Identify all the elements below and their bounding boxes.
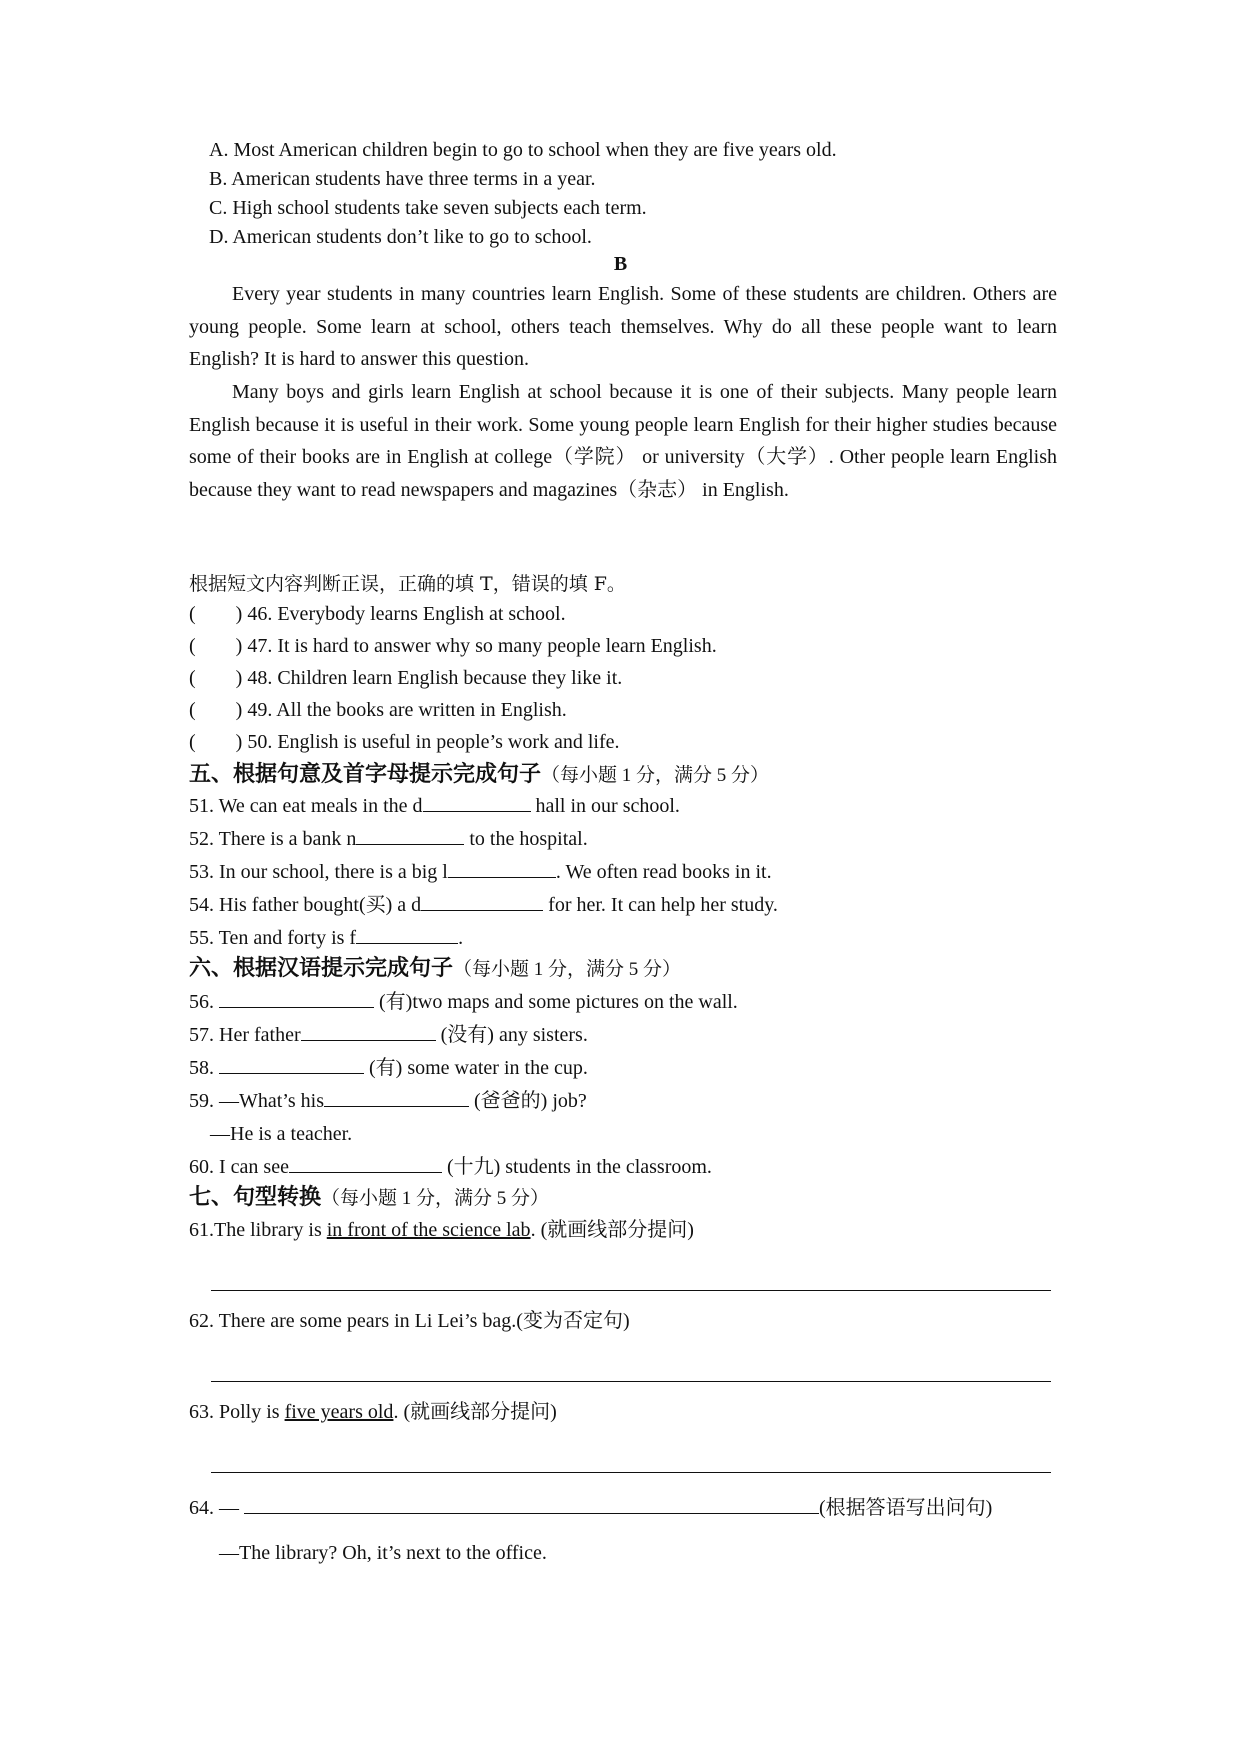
- item-text: (爸爸的) job?: [469, 1090, 587, 1112]
- answer-paren-open: (: [189, 667, 196, 689]
- item-51: [189, 792, 680, 820]
- tf-text: 47. It is hard to answer why so many people learn English.: [247, 635, 717, 657]
- tf-item-48: [189, 664, 622, 692]
- fill-blank[interactable]: [448, 859, 556, 878]
- option-c: C. High school students take seven subjects each term.: [209, 197, 647, 219]
- item-text: . (就画线部分提问): [393, 1401, 557, 1423]
- item-text: (没有) any sisters.: [435, 1024, 588, 1046]
- item-56: [189, 988, 738, 1016]
- item-57: [189, 1021, 588, 1049]
- answer-paren-close: ): [235, 699, 243, 721]
- item-61: [189, 1216, 694, 1244]
- item-text: 52. There is a bank n: [189, 828, 357, 850]
- fill-blank[interactable]: [244, 1495, 819, 1514]
- item-59: [189, 1087, 587, 1115]
- tf-item-49: [189, 696, 567, 724]
- passage-paragraph-1: Every year students in many countries learn English. Some of these students are children. Others are young people. Some learn at school, others teach themselves. Why do all these people want to learn English? It is hard to answer this question.: [189, 283, 1057, 371]
- option-d: D. American students don’t like to go to school.: [209, 226, 592, 248]
- item-text: hall in our school.: [530, 795, 680, 817]
- answer-paren-open: (: [189, 699, 196, 721]
- answer-line-62[interactable]: [211, 1381, 1051, 1382]
- tf-text: 46. Everybody learns English at school.: [247, 603, 566, 625]
- item-text: 55. Ten and forty is f: [189, 927, 357, 949]
- item-63: [189, 1398, 557, 1426]
- answer-paren-open: (: [189, 731, 196, 753]
- tf-item-46: [189, 600, 566, 628]
- item-54: [189, 891, 778, 919]
- item-text: .: [458, 927, 464, 949]
- tf-instruction: 根据短文内容判断正误，正确的填 T，错误的填 F。: [189, 573, 626, 595]
- answer-paren-open: (: [189, 635, 196, 657]
- tf-text: 50. English is useful in people’s work and life.: [247, 731, 620, 753]
- item-text: to the hospital.: [464, 828, 588, 850]
- answer-paren-close: ): [235, 667, 243, 689]
- section-5-title: 五、根据句意及首字母提示完成句子: [189, 762, 542, 787]
- item-text: (根据答语写出问句): [819, 1497, 993, 1519]
- reply-59: —He is a teacher.: [210, 1123, 353, 1145]
- item-text: 56.: [189, 991, 219, 1013]
- item-53: [189, 858, 772, 886]
- underlined-phrase: five years old: [284, 1401, 394, 1423]
- item-text: 53. In our school, there is a big l: [189, 861, 448, 883]
- item-text: (有)two maps and some pictures on the wall.: [374, 991, 738, 1013]
- answer-paren-close: ): [235, 731, 243, 753]
- tf-text: 48. Children learn English because they like it.: [247, 667, 623, 689]
- option-a: A. Most American children begin to go to school when they are five years old.: [209, 139, 837, 161]
- fill-blank[interactable]: [301, 1022, 436, 1041]
- section-7-title: 七、句型转换: [189, 1185, 322, 1210]
- answer-line-61[interactable]: [211, 1290, 1051, 1291]
- fill-blank[interactable]: [356, 826, 464, 845]
- section-5-heading: [189, 759, 769, 791]
- tf-item-50: [189, 728, 620, 756]
- section-5-note: （每小题 1 分，满分 5 分）: [541, 765, 770, 786]
- item-60: [189, 1153, 712, 1181]
- section-7-note: （每小题 1 分，满分 5 分）: [321, 1188, 550, 1209]
- option-b: B. American students have three terms in a year.: [209, 168, 596, 190]
- item-text: . We often read books in it.: [555, 861, 772, 883]
- fill-blank[interactable]: [324, 1088, 469, 1107]
- fill-blank[interactable]: [356, 925, 458, 944]
- item-text: 54. His father bought(买) a d: [189, 894, 422, 916]
- item-text: 60. I can see: [189, 1156, 289, 1178]
- item-text: 59. —What’s his: [189, 1090, 324, 1112]
- item-text: 51. We can eat meals in the d: [189, 795, 423, 817]
- fill-blank[interactable]: [423, 793, 531, 812]
- item-text: (十九) students in the classroom.: [441, 1156, 712, 1178]
- item-text: 64. —: [189, 1497, 244, 1519]
- item-text: . (就画线部分提问): [530, 1219, 694, 1241]
- tf-text: 49. All the books are written in English.: [247, 699, 567, 721]
- item-text: 57. Her father: [189, 1024, 301, 1046]
- fill-blank[interactable]: [289, 1154, 442, 1173]
- underlined-phrase: in front of the science lab: [326, 1219, 531, 1241]
- item-55: [189, 924, 463, 952]
- item-text: 61.The library is: [189, 1219, 327, 1241]
- answer-paren-open: (: [189, 603, 196, 625]
- item-text: for her. It can help her study.: [543, 894, 778, 916]
- section-6-note: （每小题 1 分，满分 5 分）: [453, 959, 682, 980]
- fill-blank[interactable]: [219, 989, 374, 1008]
- answer-line-63[interactable]: [211, 1472, 1051, 1473]
- fill-blank[interactable]: [219, 1055, 364, 1074]
- item-text: 63. Polly is: [189, 1401, 285, 1423]
- item-58: [189, 1054, 588, 1082]
- section-6-heading: [189, 953, 681, 985]
- passage-paragraph-2: Many boys and girls learn English at school because it is one of their subjects. Many people learn English because it is useful in their work. Some young people learn English for their higher studies because some of their books are in English at college（学院） or university（大学）. Other people learn English because they want to read newspapers and magazines（杂志） in English.: [189, 381, 1057, 502]
- item-64: [189, 1494, 992, 1522]
- fill-blank[interactable]: [421, 892, 543, 911]
- item-52: [189, 825, 588, 853]
- answer-paren-close: ): [235, 635, 243, 657]
- answer-paren-close: ): [235, 603, 243, 625]
- section-b-title: B: [613, 253, 628, 275]
- section-6-title: 六、根据汉语提示完成句子: [189, 956, 454, 981]
- item-text: 58.: [189, 1057, 219, 1079]
- item-text: (有) some water in the cup.: [364, 1057, 588, 1079]
- section-7-heading: [189, 1182, 549, 1214]
- tf-item-47: [189, 632, 717, 660]
- item-62: 62. There are some pears in Li Lei’s bag.(变为否定句): [189, 1310, 630, 1332]
- reply-64: —The library? Oh, it’s next to the office.: [219, 1542, 547, 1564]
